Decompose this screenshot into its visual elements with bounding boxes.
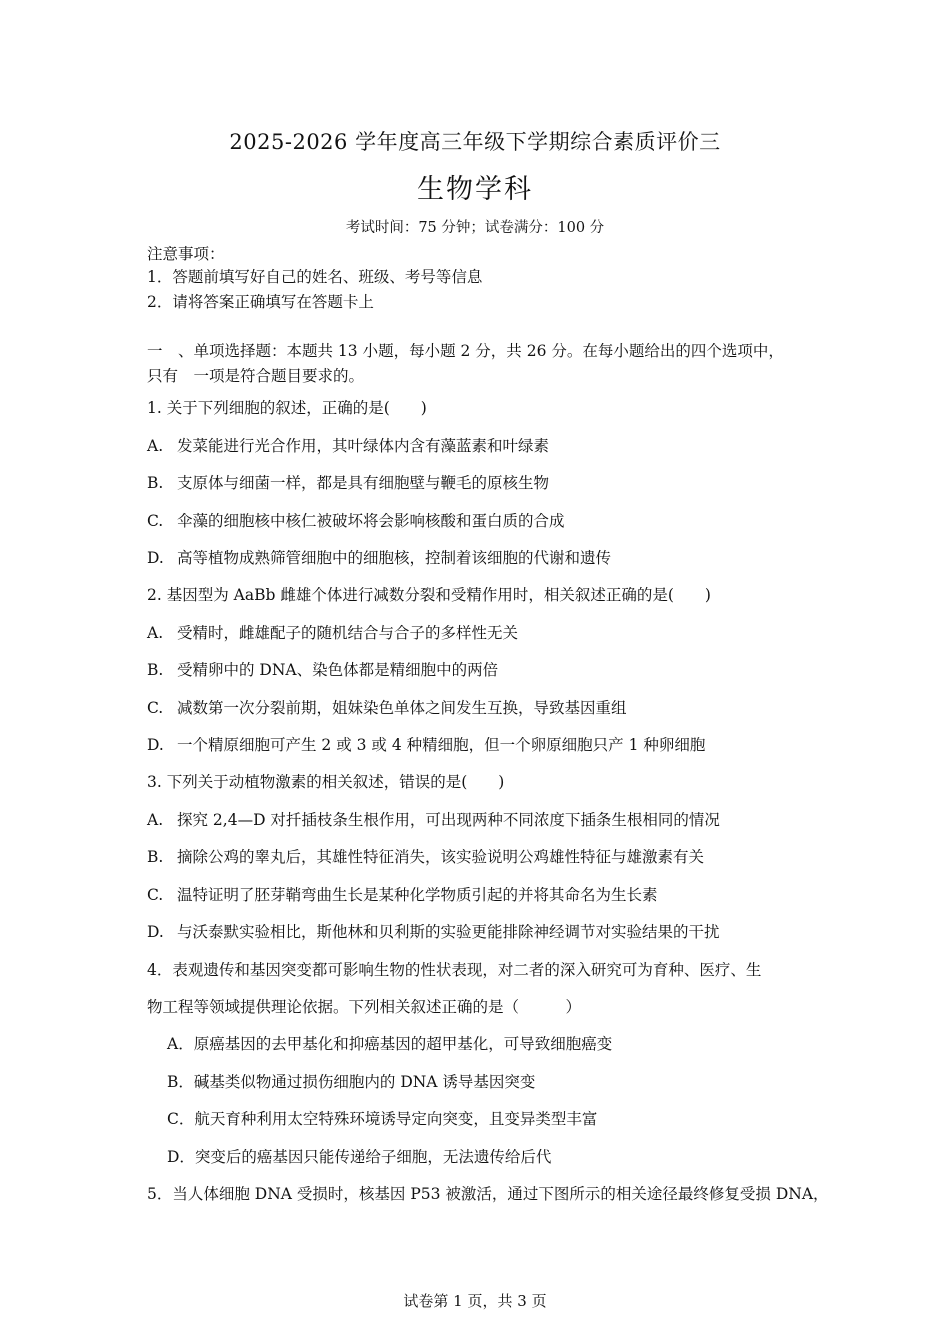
subject-title: 生物学科 <box>417 174 533 205</box>
option-text: 摘除公鸡的睾丸后，其雄性特征消失，该实验说明公鸡雄性特征与雄激素有关 <box>177 848 705 866</box>
option <box>147 885 658 905</box>
section-heading: 一 、单项选择题：本题共 13 小题，每小题 2 分，共 26 分。在每小题给出的四个选项中， <box>147 342 784 360</box>
question-stem: 2. 基因型为 AaBb 雌雄个体进行减数分裂和受精作用时，相关叙述正确的是( ) <box>147 586 711 604</box>
question-stem: 1. 关于下列细胞的叙述，正确的是( ) <box>147 399 427 417</box>
notice-item: 2．请将答案正确填写在答题卡上 <box>147 293 374 311</box>
option: B．碱基类似物通过损伤细胞内的 DNA 诱导基因突变 <box>167 1073 536 1091</box>
option-text: 减数第一次分裂前期，姐妹染色单体之间发生互换，导致基因重组 <box>177 699 627 717</box>
question-stem-cont: 物工程等领域提供理论依据。下列相关叙述正确的是（ ） <box>147 998 582 1016</box>
option <box>147 473 549 493</box>
exam-meta: 考试时间：75 分钟；试卷满分：100 分 <box>345 220 605 236</box>
option <box>147 436 549 456</box>
option <box>147 810 720 830</box>
option-text: 发菜能进行光合作用，其叶绿体内含有藻蓝素和叶绿素 <box>177 437 550 455</box>
notice-item: 1．答题前填写好自己的姓名、班级、考号等信息 <box>147 268 483 286</box>
option-text: 高等植物成熟筛管细胞中的细胞核，控制着该细胞的代谢和遗传 <box>177 549 612 567</box>
question-stem: 4．表观遗传和基因突变都可影响生物的性状表现，对二者的深入研究可为育种、医疗、生 <box>147 961 762 979</box>
option-key: D. <box>147 549 164 567</box>
option-key: C. <box>147 886 164 904</box>
option-key: A. <box>147 811 164 829</box>
option-text: 受精时，雌雄配子的随机结合与合子的多样性无关 <box>177 624 519 642</box>
option-text: 一个精原细胞可产生 2 或 3 或 4 种精细胞，但一个卵原细胞只产 1 种卵细胞 <box>177 736 706 754</box>
option-key: B. <box>147 661 164 679</box>
option <box>147 847 704 867</box>
option-text: 支原体与细菌一样，都是具有细胞壁与鞭毛的原核生物 <box>177 474 550 492</box>
option: A．原癌基因的去甲基化和抑癌基因的超甲基化，可导致细胞癌变 <box>167 1035 613 1053</box>
option-text: 温特证明了胚芽鞘弯曲生长是某种化学物质引起的并将其命名为生长素 <box>177 886 658 904</box>
option <box>147 922 720 942</box>
exam-title: 2025-2026 学年度高三年级下学期综合素质评价三 <box>229 130 721 154</box>
option <box>147 698 627 718</box>
option-text: 探究 2,4—D 对扦插枝条生根作用，可出现两种不同浓度下插条生根相同的情况 <box>177 811 720 829</box>
option: C．航天育种利用太空特殊环境诱导定向突变，且变异类型丰富 <box>167 1110 598 1128</box>
option <box>147 735 705 755</box>
option-key: B. <box>147 848 164 866</box>
option-text: 伞藻的细胞核中核仁被破坏将会影响核酸和蛋白质的合成 <box>177 512 565 530</box>
option-key: C. <box>147 512 164 530</box>
option-text: 受精卵中的 DNA、染色体都是精细胞中的两倍 <box>177 661 499 679</box>
section-heading-cont: 只有 一项是符合题目要求的。 <box>147 367 365 385</box>
option <box>147 660 498 680</box>
option-key: D. <box>147 923 164 941</box>
question-stem: 5．当人体细胞 DNA 受损时，核基因 P53 被激活，通过下图所示的相关途径最终修复受损 DNA， <box>147 1185 829 1203</box>
option-key: C. <box>147 699 164 717</box>
option-key: A. <box>147 437 164 455</box>
option <box>147 511 565 531</box>
option-key: A. <box>147 624 164 642</box>
option <box>147 623 518 643</box>
question-stem: 3. 下列关于动植物激素的相关叙述，错误的是( ) <box>147 773 505 791</box>
page-footer: 试卷第 1 页，共 3 页 <box>403 1292 547 1310</box>
notice-heading: 注意事项： <box>147 245 225 263</box>
option: D．突变后的癌基因只能传递给子细胞，无法遗传给后代 <box>167 1148 552 1166</box>
option-text: 与沃泰默实验相比，斯他林和贝利斯的实验更能排除神经调节对实验结果的干扰 <box>177 923 720 941</box>
option-key: B. <box>147 474 164 492</box>
option-key: D. <box>147 736 164 754</box>
option <box>147 548 611 568</box>
